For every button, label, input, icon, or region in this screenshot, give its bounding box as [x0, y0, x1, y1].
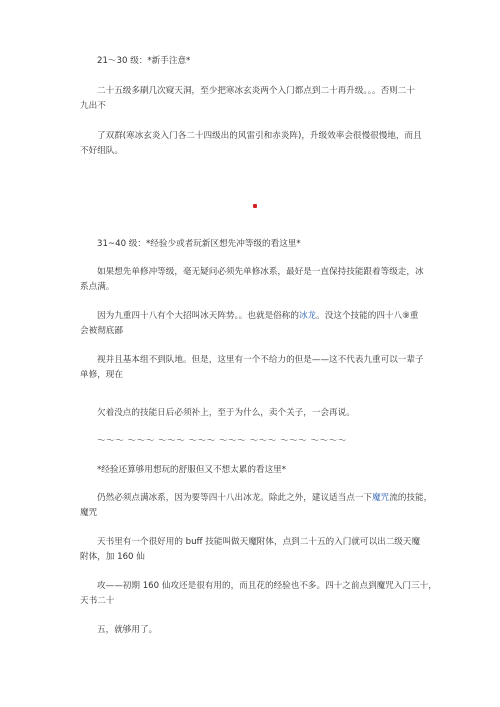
section-heading-31-40: 31~40 级：*经验少或者玩新区想先冲等级的看这里*	[97, 239, 301, 249]
paragraph-line: 九出不	[80, 101, 106, 111]
section-heading-21-30: 21～30 级：*新手注意*	[97, 56, 191, 66]
paragraph-text: 仍然必须点满冰系，因为要等四十八出冰龙。除此之外，建议适当点一下	[97, 493, 373, 503]
paragraph-line	[97, 492, 432, 504]
paragraph-line: 欠着没点的技能日后必须补上，至于为什么，卖个关子，一会再说。	[97, 408, 355, 418]
paragraph-text: 。没这个技能的四十八⑨重	[316, 311, 419, 321]
paragraph-line: 附体，加 160 仙	[80, 552, 145, 562]
paragraph-line: 了双群(寒冰玄炎入门各二十四级出的风雷引和赤炎阵)，升级效率会很慢很慢地，而且	[97, 131, 422, 141]
paragraph-line: 会被彻底鄙	[80, 326, 123, 336]
paragraph-line: 天书里有一个很好用的 buff 技能叫做天魔附体，点到二十五的入门就可以出二级天魔	[97, 537, 421, 547]
paragraph-line: 如果想先单修冲等级，毫无疑问必须先单修冰系，最好是一直保持技能跟着等级走，冰	[97, 267, 424, 277]
paragraph-line: 不好组队。	[80, 146, 123, 156]
tilde-separator: ～～～ ～～～ ～～～ ～～～ ～～～ ～～～ ～～～ ～～～～	[97, 436, 347, 446]
paragraph-line: 系点满。	[80, 282, 115, 292]
paragraph-text: 流的技能，	[389, 493, 433, 503]
paragraph-line: 五，就够用了。	[97, 625, 158, 635]
section-heading-casual: *经验还算够用想玩的舒服但又不想太累的看这里*	[97, 465, 287, 475]
paragraph-line: 攻——初期 160 仙攻还是很有用的，而且花的经验也不多。四十之前点到魔咒入门三十，	[97, 581, 437, 591]
paragraph-text: 因为九重四十八有个大招叫冰天阵势。。也就是俗称的	[97, 311, 299, 321]
paragraph-line: 魔咒	[80, 508, 98, 518]
paragraph-line	[97, 310, 418, 322]
paragraph-line: 二十五级多刷几次窥天洞，至少把寒冰玄炎两个入门都点到二十再升级。。。否则二十	[97, 86, 415, 96]
paragraph-line: 单修，现在	[80, 370, 123, 380]
bingqlong-link[interactable]: 冰龙	[298, 311, 317, 321]
mozhou-link[interactable]: 魔咒	[372, 493, 390, 503]
divider-dot	[253, 204, 257, 208]
paragraph-line: 天书二十	[80, 596, 115, 606]
paragraph-line: 视并且基本组不到队地。但是，这里有一个不给力的但是——这不代表九重可以一辈子	[97, 355, 424, 365]
